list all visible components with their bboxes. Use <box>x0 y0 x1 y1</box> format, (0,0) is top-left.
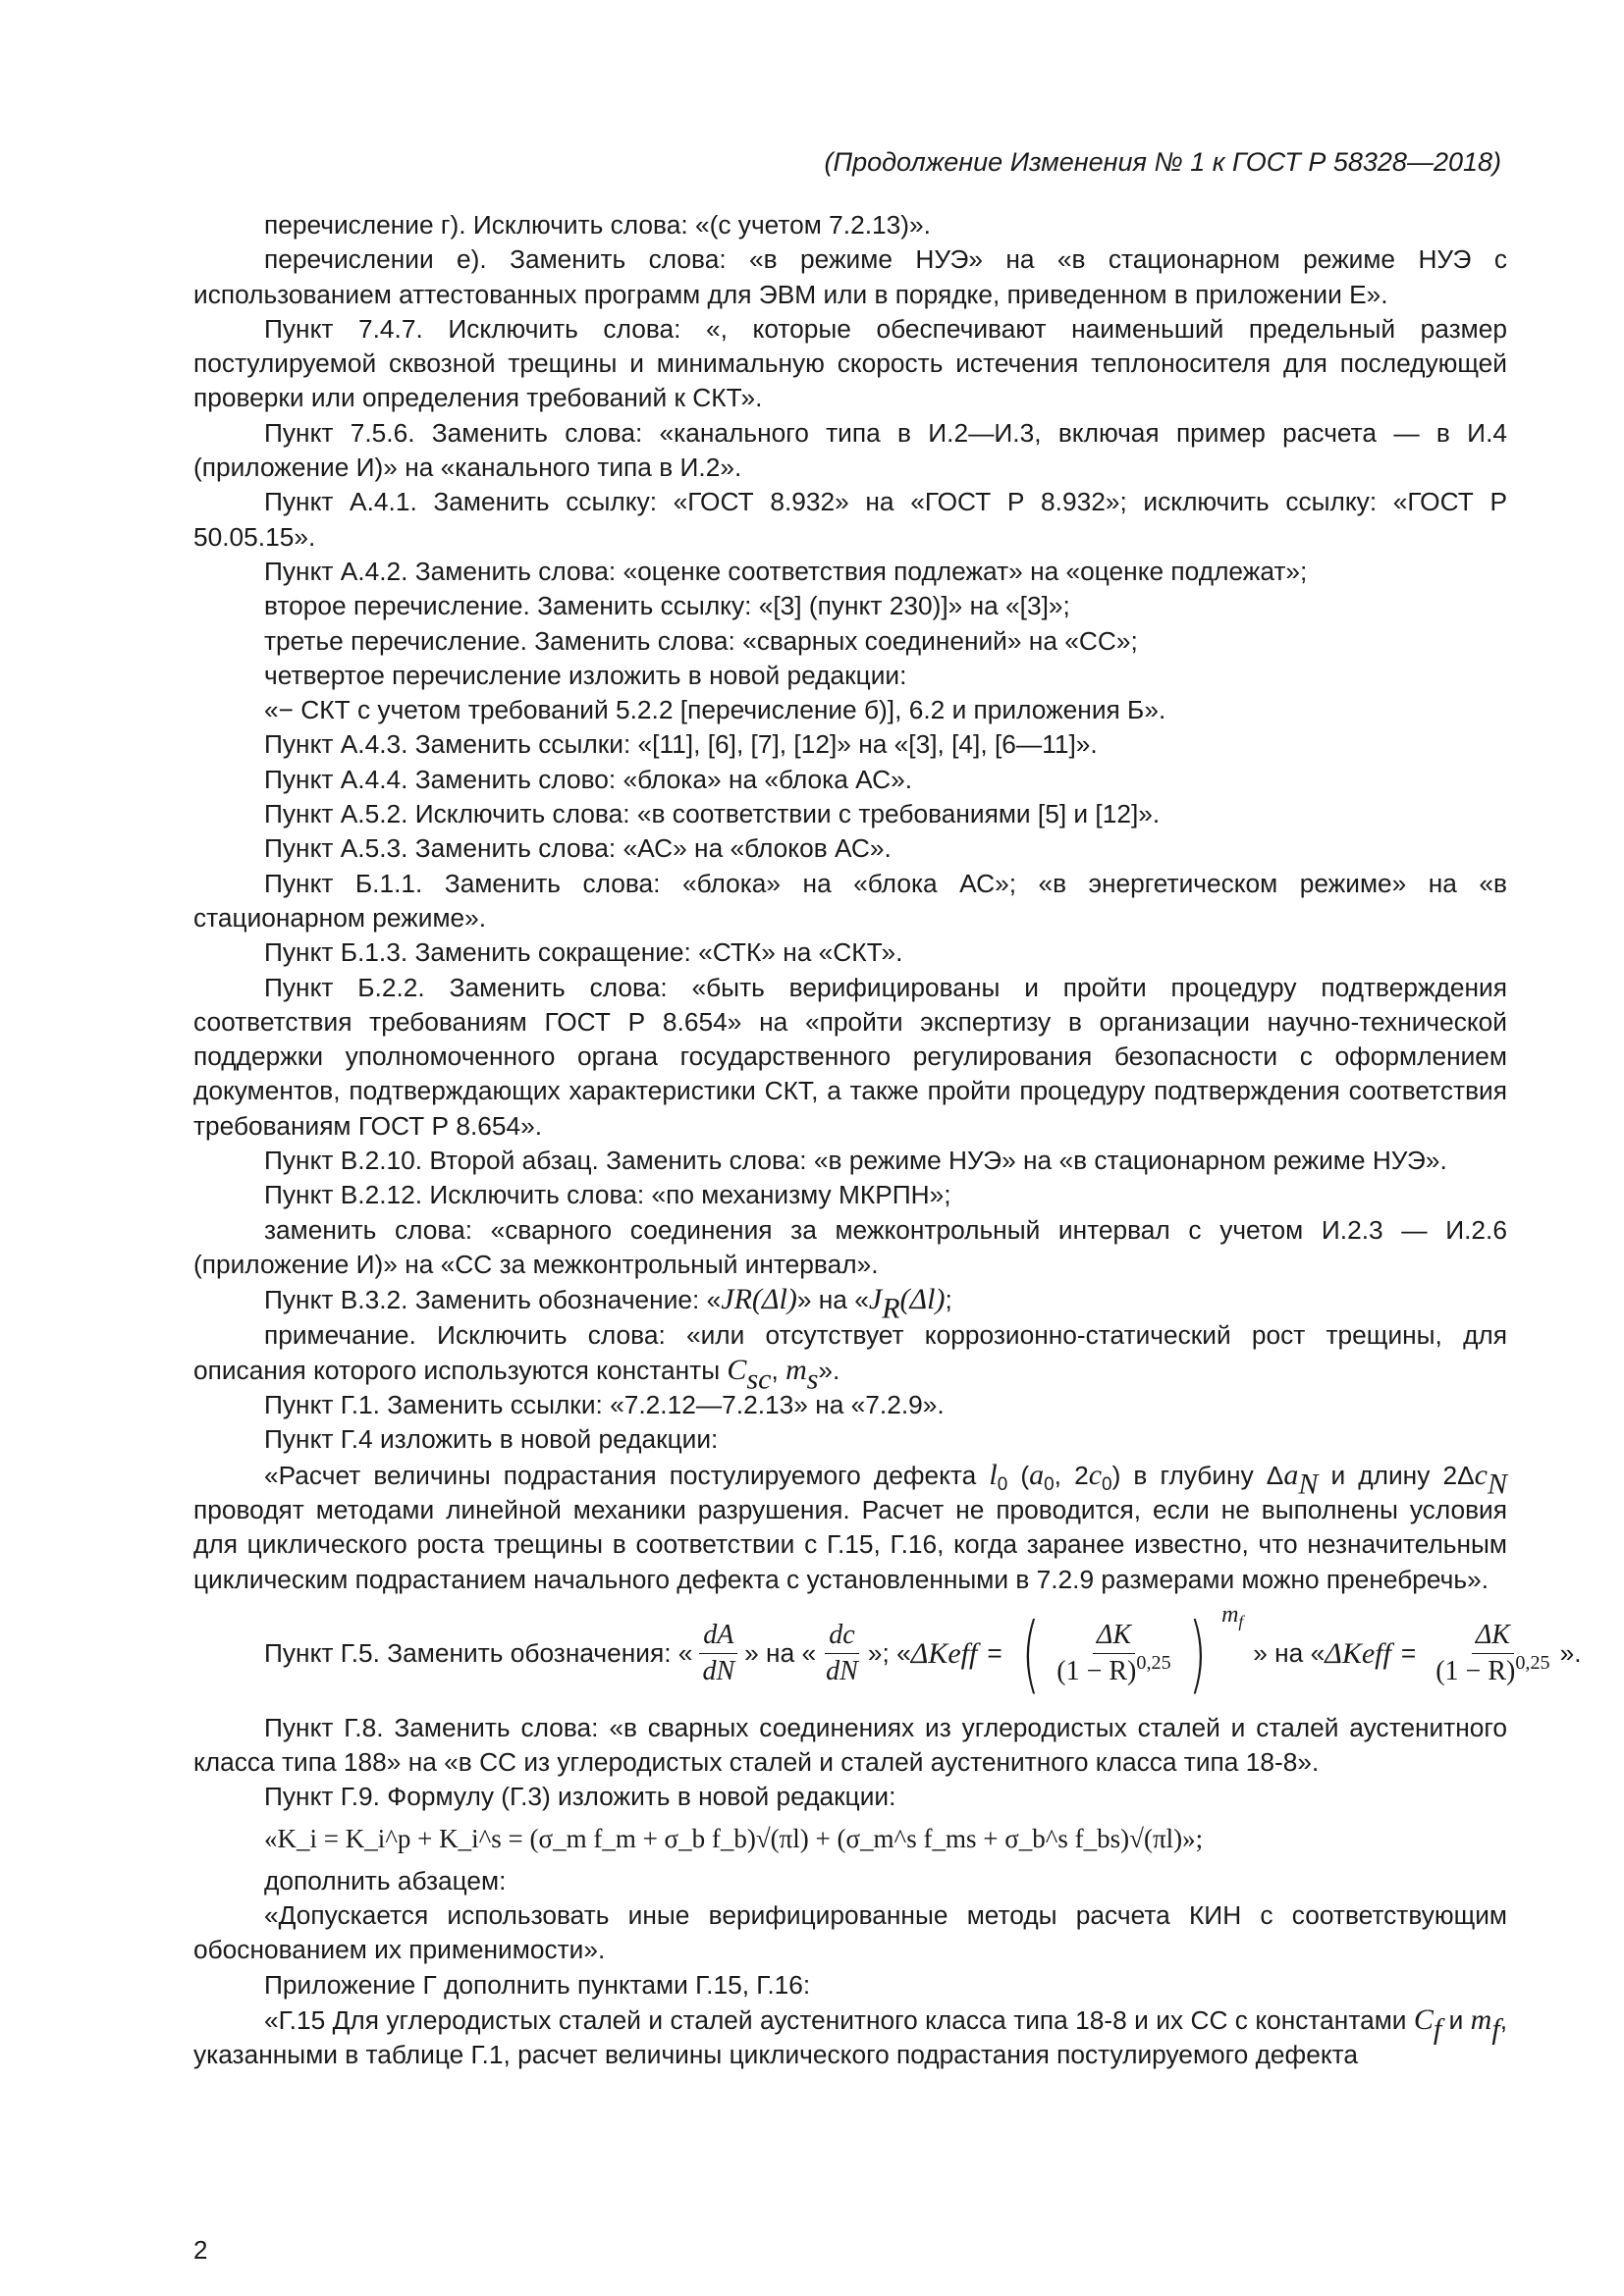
paragraph: Пункт Г.4 изложить в новой редакции: <box>264 1424 719 1455</box>
text-run: (1 − R) <box>1435 1656 1516 1687</box>
math-symbol: m <box>1221 1601 1239 1628</box>
text-run: Пункт Г.5. Заменить обозначения: « <box>264 1638 693 1669</box>
paragraph <box>193 485 1507 555</box>
fraction-numerator: ΔK <box>1093 1620 1135 1654</box>
paragraph: «Допускается использовать иные верифицированные методы расчета КИН с соответствующим обоснованием их применимости». <box>193 1900 1507 1965</box>
paragraph: заменить слова: «сварного соединения за межконтрольный интервал с учетом И.2.3 — И.2.6 (приложение И)» на «СС за межконтрольный интервал». <box>193 1214 1507 1279</box>
paragraph: Пункт А.5.3. Заменить слова: «АС» на «блоков АС». <box>264 833 892 864</box>
text-run: , <box>771 1355 786 1385</box>
text-run: , 2 <box>1054 1460 1089 1490</box>
page-number: 2 <box>193 2235 208 2265</box>
math-superscript: 0,25 <box>1515 1652 1550 1675</box>
math-subscript: sc <box>746 1362 772 1396</box>
text-run: ) в глубину Δ <box>1111 1460 1284 1490</box>
text-run: и длину 2Δ <box>1318 1460 1475 1490</box>
math-subscript: 0 <box>1044 1473 1055 1495</box>
text-run: (1 − R) <box>1056 1656 1137 1687</box>
math-symbol: c <box>1474 1458 1488 1491</box>
paragraph-text: Пункт А.4.1. Заменить ссылку: «ГОСТ 8.932» на «ГОСТ Р 8.932»; исключить ссылку: «ГОСТ Р 50.05.15». <box>193 487 1507 552</box>
math-symbol: ΔK <box>1325 1637 1362 1671</box>
text-run: ; <box>945 1285 952 1315</box>
math-subscript: R <box>882 1292 900 1325</box>
math-subscript: f <box>1433 2012 1442 2046</box>
paragraph: второе перечисление. Заменить ссылку: «[3] (пункт 230)]» на «[3]»; <box>264 591 1070 621</box>
parenthesized-expression <box>1014 1601 1244 1703</box>
fraction-numerator: dc <box>825 1620 858 1654</box>
paragraph: Пункт А.4.2. Заменить слова: «оценке соответствия подлежат» на «оценке подлежат»; <box>264 556 1308 586</box>
formula-g3 <box>193 1815 1507 1864</box>
paragraph: перечисление г). Исключить слова: «(с учетом 7.2.13)». <box>264 210 931 240</box>
paragraph: Пункт 7.4.7. Исключить слова: «, которые обеспечивают наименьший предельный размер постулируемой сквозной трещины и минимальную скорость истечения теплоносителя для последующей проверки или определения требований к СКТ». <box>193 313 1507 413</box>
paragraph-note <box>193 1318 1507 1396</box>
left-paren: ( <box>1021 1604 1040 1703</box>
text-run: » на « <box>1253 1638 1326 1669</box>
math-symbol: ΔK <box>910 1637 948 1671</box>
math-symbol: J <box>868 1283 883 1316</box>
fraction-dK <box>1053 1620 1174 1687</box>
right-paren: ) <box>1188 1604 1207 1703</box>
paragraph-calculation <box>193 1458 1507 1597</box>
paragraph: третье перечисление. Заменить слова: «сварных соединений» на «СС»; <box>264 625 1138 656</box>
math-symbol: JR(Δl) <box>721 1283 797 1316</box>
math-symbol: C <box>727 1353 747 1386</box>
paragraph: дополнить абзацем: <box>264 1865 507 1896</box>
exponent <box>1221 1598 1243 1632</box>
fraction-dK-2 <box>1432 1620 1553 1687</box>
text-run: »; « <box>867 1638 911 1669</box>
paragraph: «− СКТ с учетом требований 5.2.2 [перечисление б)], 6.2 и приложения Б». <box>264 695 1166 725</box>
paragraph: Пункт Б.1.3. Заменить сокращение: «СТК» на «СКТ». <box>264 937 903 968</box>
math-symbol: C <box>1413 2002 1434 2036</box>
fraction-denominator <box>1432 1654 1553 1687</box>
math-subscript: 0 <box>1102 1473 1112 1495</box>
equals-sign: = <box>1400 1638 1417 1669</box>
text-run: Пункт В.3.2. Заменить обозначение: « <box>264 1285 722 1315</box>
text-run: » на « <box>796 1285 869 1315</box>
math-subscript: N <box>1487 1468 1507 1501</box>
math-symbol: a <box>1029 1458 1045 1491</box>
fraction-denominator: dN <box>702 1656 735 1687</box>
math-symbol: m <box>1470 2002 1492 2036</box>
math-subscript: f <box>1491 2012 1500 2046</box>
math-symbol: l <box>989 1458 998 1491</box>
page-header: (Продолжение Изменения № 1 к ГОСТ Р 58328—2018) <box>824 147 1501 177</box>
paragraph: Приложение Г дополнить пунктами Г.15, Г.16: <box>264 1969 811 2000</box>
paragraph: Пункт А.4.4. Заменить слово: «блока» на «блока АС». <box>264 764 913 794</box>
text-run: проводят методами линейной механики разрушения. Расчет не проводится, если не выполнены условия для циклического роста трещины в соответствии с Г.15, Г.16, когда заранее известно, что незначительным циклическим подрастанием начального дефекта с установленными в 7.2.9 размерами можно пренебречь». <box>193 1494 1507 1594</box>
math-subscript: 0 <box>997 1473 1008 1495</box>
paragraph: перечислении е). Заменить слова: «в режиме НУЭ» на «в стационарном режиме НУЭ с использованием аттестованных программ для ЭВМ или в порядке, приведенном в приложении Е». <box>193 244 1507 309</box>
math-subscript: N <box>1298 1468 1319 1501</box>
paragraph: Пункт В.2.12. Исключить слова: «по механизму МКРПН»; <box>264 1180 951 1210</box>
fraction-numerator: dA <box>699 1620 737 1654</box>
text-run: «Расчет величины подрастания постулируемого дефекта <box>264 1460 990 1490</box>
math-symbol: c <box>1088 1458 1103 1491</box>
paragraph: Пункт Г.8. Заменить слова: «в сварных соединениях из углеродистых сталей и сталей аустенитного класса типа 188» на «в СС из углеродистых сталей и сталей аустенитного класса типа 18-8». <box>193 1712 1507 1778</box>
paragraph: Пункт А.4.3. Заменить ссылки: «[11], [6], [7], [12]» на «[3], [4], [6—11]». <box>264 729 1098 760</box>
paragraph: Пункт Б.2.2. Заменить слова: «быть верифицированы и пройти процедуру подтверждения соответствия требованиям ГОСТ Р 8.654» на «пройти экспертизу в организации научно-технической поддержки уполномоченного органа государственного регулирования безопасности с оформлением документов, подтверждающих характеристики СКТ, а также пройти процедуру подтверждения соответствия требованиям ГОСТ Р 8.654». <box>193 972 1507 1141</box>
fraction-denominator: dN <box>826 1656 858 1687</box>
paragraph: Пункт 7.5.6. Заменить слова: «канального типа в И.2—И.3, включая пример расчета — в И.4 (приложение И)» на «канального типа в И.2». <box>193 417 1507 483</box>
text-run: , указанными в таблице Г.1, расчет величины циклического подрастания постулируемого дефекта <box>193 2004 1507 2070</box>
text-run: примечание. Исключить слова: «или отсутствует коррозионно-статический рост трещины, для описания которого используются константы <box>193 1319 1507 1385</box>
math-symbol: a <box>1283 1458 1299 1491</box>
math-symbol: (Δl) <box>899 1283 946 1316</box>
math-symbol: m <box>785 1353 807 1386</box>
math-subscript: s <box>806 1362 819 1396</box>
paragraph: Пункт В.2.10. Второй абзац. Заменить слова: «в режиме НУЭ» на «в стационарном режиме НУЭ». <box>264 1146 1447 1176</box>
paragraph-designation <box>193 1282 1507 1325</box>
text-run: ( <box>1007 1460 1030 1490</box>
fraction-denominator <box>1053 1654 1174 1687</box>
paragraph: Пункт А.5.2. Исключить слова: «в соответствии с требованиями [5] и [12]». <box>264 799 1161 829</box>
text-run: ». <box>818 1355 840 1385</box>
paragraph: Пункт Б.1.1. Заменить слова: «блока» на «блока АС»; «в энергетическом режиме» на «в стационарном режиме». <box>193 868 1507 933</box>
paragraph: четвертое перечисление изложить в новой редакции: <box>264 660 907 690</box>
text-run: ». <box>1559 1638 1582 1669</box>
formula-text: «K_i = K_i^p + K_i^s = (σ_m f_m + σ_b f_b)√(πl) + (σ_m^s f_ms + σ_b^s f_bs)√(πl)»; <box>264 1824 1204 1854</box>
paragraph: Пункт Г.1. Заменить ссылки: «7.2.12—7.2.13» на «7.2.9». <box>264 1390 945 1420</box>
math-subscript: f <box>1238 1612 1244 1631</box>
fraction-dA-dN <box>698 1620 738 1687</box>
fraction-dc-dN <box>822 1620 862 1687</box>
document-body <box>193 208 1582 2073</box>
text-run: «Г.15 Для углеродистых сталей и сталей аустенитного класса типа 18-8 и их СС с константами <box>264 2004 1414 2035</box>
formula-g5: Пункт Г.5. Заменить обозначения: « $\frac{dA}{dN}$ » на « $\frac{dc}{dN}$ »; « ΔK eff = ( $\frac{\Delta K}{(1 - R)^{0,25}}$ ) $m_f$ » на « ΔK eff = $\frac{\Delta K}{(1 - R)^{0,25}}$ ». <box>193 1603 1507 1705</box>
text-run: и <box>1441 2004 1471 2035</box>
equals-sign: = <box>987 1638 1002 1669</box>
paragraph: Пункт Г.9. Формулу (Г.3) изложить в новой редакции: <box>264 1782 896 1812</box>
fraction-numerator: ΔK <box>1472 1620 1514 1654</box>
paragraph-g15 <box>193 2002 1507 2073</box>
math-superscript: 0,25 <box>1136 1652 1171 1675</box>
text-run: » на « <box>744 1638 817 1669</box>
